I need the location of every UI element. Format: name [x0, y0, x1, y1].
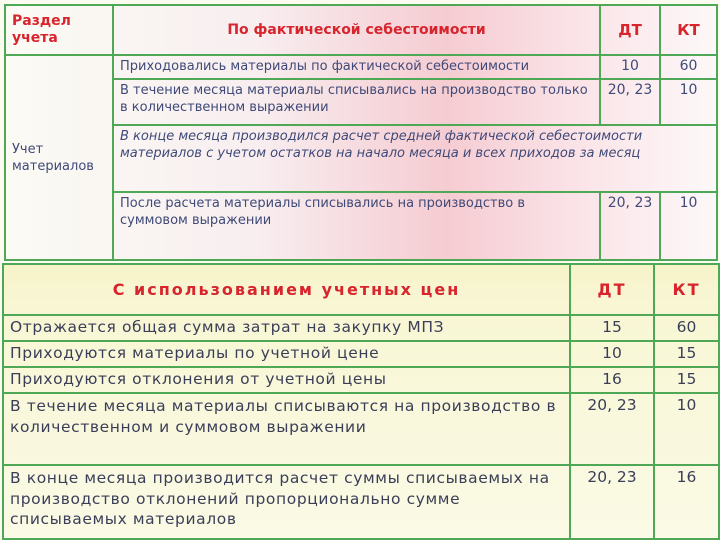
- row-debit: 10: [570, 341, 654, 367]
- row-debit: 15: [570, 315, 654, 341]
- row-debit: 20, 23: [570, 465, 654, 539]
- actual-cost-column-header: По фактической себестоимости: [113, 5, 600, 55]
- table-row: [3, 315, 719, 341]
- row-description: В течение месяца материалы списываются на производство в количественном и суммовом выражении: [3, 393, 570, 465]
- table-row: [3, 393, 719, 465]
- row-description: После расчета материалы списывались на производство в суммовом выражении: [113, 192, 600, 260]
- row-debit: 16: [570, 367, 654, 393]
- accounting-prices-header-row: [3, 264, 719, 315]
- row-credit: 16: [654, 465, 719, 539]
- row-credit: 60: [660, 55, 717, 79]
- row-credit: 15: [654, 367, 719, 393]
- row-description: Отражается общая сумма затрат на закупку МПЗ: [3, 315, 570, 341]
- actual-cost-header-row: [5, 5, 717, 55]
- table-row: [3, 465, 719, 539]
- credit-column-header: КТ: [654, 264, 719, 315]
- credit-column-header: КТ: [660, 5, 717, 55]
- debit-column-header: ДТ: [570, 264, 654, 315]
- row-credit: 10: [660, 79, 717, 125]
- row-debit: 20, 23: [600, 79, 660, 125]
- row-credit: 10: [654, 393, 719, 465]
- table-row: [3, 341, 719, 367]
- accounting-prices-column-header: С использованием учетных цен: [3, 264, 570, 315]
- row-debit: 20, 23: [600, 192, 660, 260]
- table-row: [3, 367, 719, 393]
- section-label: Учет материалов: [5, 55, 113, 260]
- row-description: Приходуются материалы по учетной цене: [3, 341, 570, 367]
- row-description: Приходуются отклонения от учетной цены: [3, 367, 570, 393]
- table-row: [5, 55, 717, 79]
- section-column-header: Раздел учета: [5, 5, 113, 55]
- row-description: В конце месяца производился расчет средней фактической себестоимости материалов с учетом остатков на начало месяца и всех приходов за месяц: [113, 125, 717, 192]
- row-credit: 10: [660, 192, 717, 260]
- row-credit: 60: [654, 315, 719, 341]
- row-credit: 15: [654, 341, 719, 367]
- row-description: Приходовались материалы по фактической себестоимости: [113, 55, 600, 79]
- row-debit: 10: [600, 55, 660, 79]
- row-description: В течение месяца материалы списывались на производство только в количественном выражении: [113, 79, 600, 125]
- debit-column-header: ДТ: [600, 5, 660, 55]
- row-description: В конце месяца производится расчет суммы списываемых на производство отклонений пропорционально сумме списываемых материалов: [3, 465, 570, 539]
- row-debit: 20, 23: [570, 393, 654, 465]
- actual-cost-table: [4, 4, 718, 261]
- accounting-prices-table: [2, 263, 720, 540]
